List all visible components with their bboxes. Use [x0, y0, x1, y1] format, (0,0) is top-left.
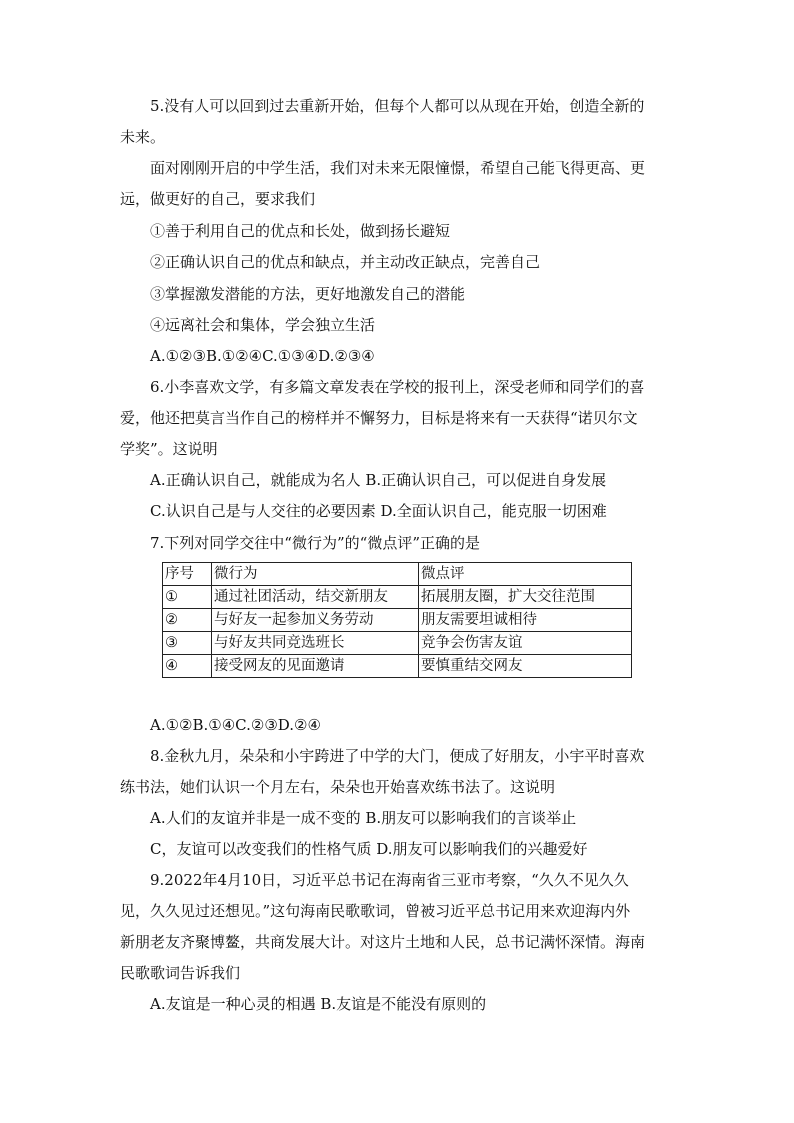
- q9-stem-line-2: 见，久久见过还想见。”这句海南民歌歌词，曾被习近平总书记用来欢迎海内外: [120, 902, 631, 920]
- header-micro-comment: 微点评: [419, 563, 632, 586]
- q8-choices-ab: A.人们的友谊并非是一成不变的 B.朋友可以影响我们的言谈举止: [150, 809, 577, 827]
- q5-option-1: ①善于利用自己的优点和长处，做到扬长避短: [150, 222, 451, 240]
- row-index: ③: [163, 632, 212, 655]
- q5-option-2: ②正确认识自己的优点和缺点，并主动改正缺点，完善自己: [150, 253, 541, 271]
- q9-stem-line-3: 新朋老友齐聚博鳌，共商发展大计。对这片土地和人民，总书记满怀深情。海南: [120, 933, 646, 951]
- row-behavior: 与好友共同竞选班长: [212, 632, 419, 655]
- q6-choices-ab: A.正确认识自己，就能成为名人 B.正确认识自己，可以促进自身发展: [150, 471, 607, 489]
- q7-stem: 7.下列对同学交往中“微行为”的“微点评”正确的是: [150, 534, 480, 552]
- q6-stem-line-3: 学奖”。这说明: [120, 440, 218, 458]
- header-micro-behavior: 微行为: [212, 563, 419, 586]
- q8-stem-line-2: 练书法，她们认识一个月左右，朵朵也开始喜欢练书法了。这说明: [120, 778, 556, 796]
- header-index: 序号: [163, 563, 212, 586]
- row-comment: 要慎重结交网友: [419, 655, 632, 678]
- row-index: ④: [163, 655, 212, 678]
- q9-stem-line-4: 民歌歌词告诉我们: [120, 964, 241, 982]
- row-behavior: 接受网友的见面邀请: [212, 655, 419, 678]
- q8-stem-line-1: 8.金秋九月，朵朵和小宇跨进了中学的大门，便成了好朋友，小宇平时喜欢: [150, 747, 645, 765]
- row-index: ②: [163, 609, 212, 632]
- q5-option-3: ③掌握激发潜能的方法，更好地激发自己的潜能: [150, 285, 466, 303]
- q5-stem-line-2: 未来。: [120, 128, 166, 146]
- q8-choices-cd: C，友谊可以改变我们的性格气质 D.朋友可以影响我们的兴趣爱好: [150, 840, 588, 858]
- q6-choices-cd: C.认识自己是与人交往的必要因素 D.全面认识自己，能克服一切困难: [150, 502, 607, 520]
- row-comment: 朋友需要坦诚相待: [419, 609, 632, 632]
- q7-answer-choices: A.①②B.①④C.②③D.②④: [150, 716, 321, 734]
- row-behavior: 与好友一起参加义务劳动: [212, 609, 419, 632]
- q5-stem-line-3: 面对刚刚开启的中学生活，我们对未来无限憧憬，希望自己能飞得更高、更: [150, 159, 646, 177]
- row-comment: 拓展朋友圈，扩大交往范围: [419, 586, 632, 609]
- row-index: ①: [163, 586, 212, 609]
- table-row: [163, 609, 632, 632]
- q5-answer-choices: A.①②③B.①②④C.①③④D.②③④: [150, 347, 375, 365]
- table-row: [163, 632, 632, 655]
- row-behavior: 通过社团活动，结交新朋友: [212, 586, 419, 609]
- q5-stem-line-4: 远，做更好的自己，要求我们: [120, 190, 316, 208]
- q5-option-4: ④远离社会和集体，学会独立生活: [150, 316, 376, 334]
- q7-table: [162, 562, 632, 678]
- q9-stem-line-1: 9.2022年4月10日，习近平总书记在海南省三亚市考察，“久久不见久久: [150, 871, 629, 889]
- q5-stem-line-1: 5.没有人可以回到过去重新开始，但每个人都可以从现在开始，创造全新的: [150, 97, 645, 115]
- table-header-row: [163, 563, 632, 586]
- q6-stem-line-1: 6.小李喜欢文学，有多篇文章发表在学校的报刊上，深受老师和同学们的喜: [150, 378, 645, 396]
- q9-choices-ab: A.友谊是一种心灵的相遇 B.友谊是不能没有原则的: [150, 995, 487, 1013]
- q6-stem-line-2: 爱，他还把莫言当作自己的榜样并不懈努力，目标是将来有一天获得“诺贝尔文: [120, 409, 638, 427]
- row-comment: 竞争会伤害友谊: [419, 632, 632, 655]
- table-row: [163, 586, 632, 609]
- table-row: [163, 655, 632, 678]
